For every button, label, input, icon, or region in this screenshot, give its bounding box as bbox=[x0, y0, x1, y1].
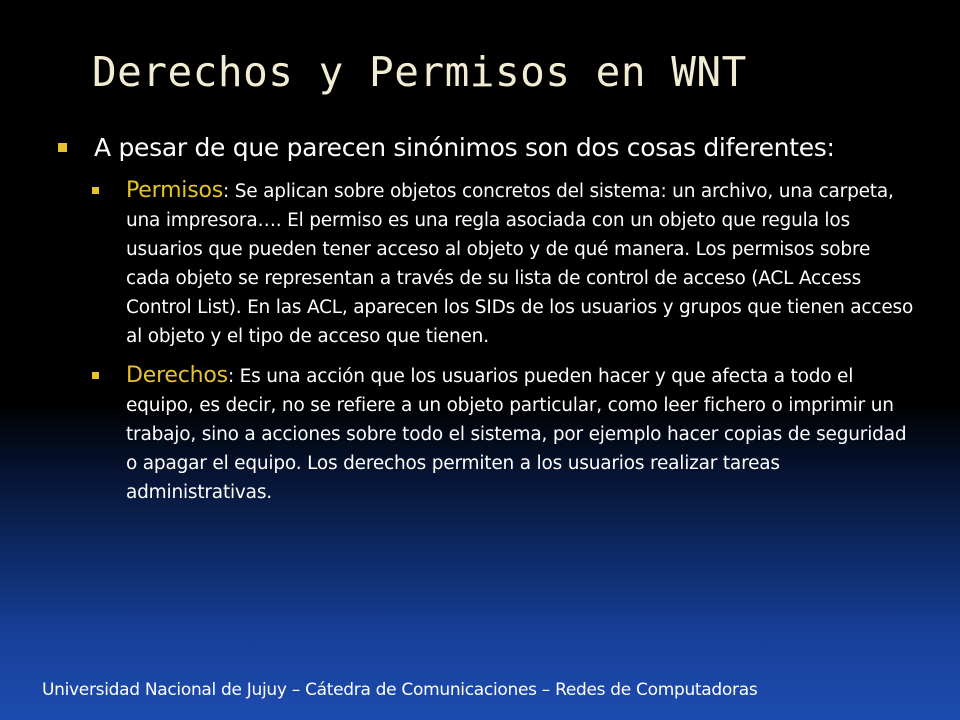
derechos-term: Derechos bbox=[126, 363, 228, 388]
slide-content bbox=[56, 130, 916, 517]
intro-bullet-item bbox=[56, 130, 916, 166]
permisos-term: Permisos bbox=[126, 178, 224, 203]
derechos-bullet-item bbox=[92, 361, 916, 507]
intro-text: A pesar de que parecen sinónimos son dos cosas diferentes: bbox=[94, 133, 835, 162]
square-bullet-icon bbox=[92, 372, 99, 379]
slide-footer: Universidad Nacional de Jujuy – Cátedra de Comunicaciones – Redes de Computadoras bbox=[42, 680, 758, 700]
permisos-text: : Se aplican sobre objetos concretos del sistema: un archivo, una carpeta, una impresora…. El permiso es una regla asociada con un objeto que regula los usuarios que pueden tener acceso al objeto y de qué manera. Los permisos sobre cada objeto se representan a través de su lista de control de acceso (ACL Access Control List). En las ACL, aparecen los SIDs de los usuarios y grupos que tienen acceso al objeto y el tipo de acceso que tienen. bbox=[126, 181, 914, 347]
square-bullet-icon bbox=[92, 187, 99, 194]
slide-title: Derechos y Permisos en WNT bbox=[92, 48, 747, 96]
permisos-bullet-item bbox=[92, 176, 916, 351]
derechos-text: : Es una acción que los usuarios pueden hacer y que afecta a todo el equipo, es decir, no se refiere a un objeto particular, como leer fichero o imprimir un trabajo, sino a acciones sobre todo el sistema, por ejemplo hacer copias de seguridad o apagar el equipo. Los derechos permiten a los usuarios realizar tareas administrativas. bbox=[126, 366, 907, 503]
square-bullet-icon bbox=[58, 143, 67, 152]
